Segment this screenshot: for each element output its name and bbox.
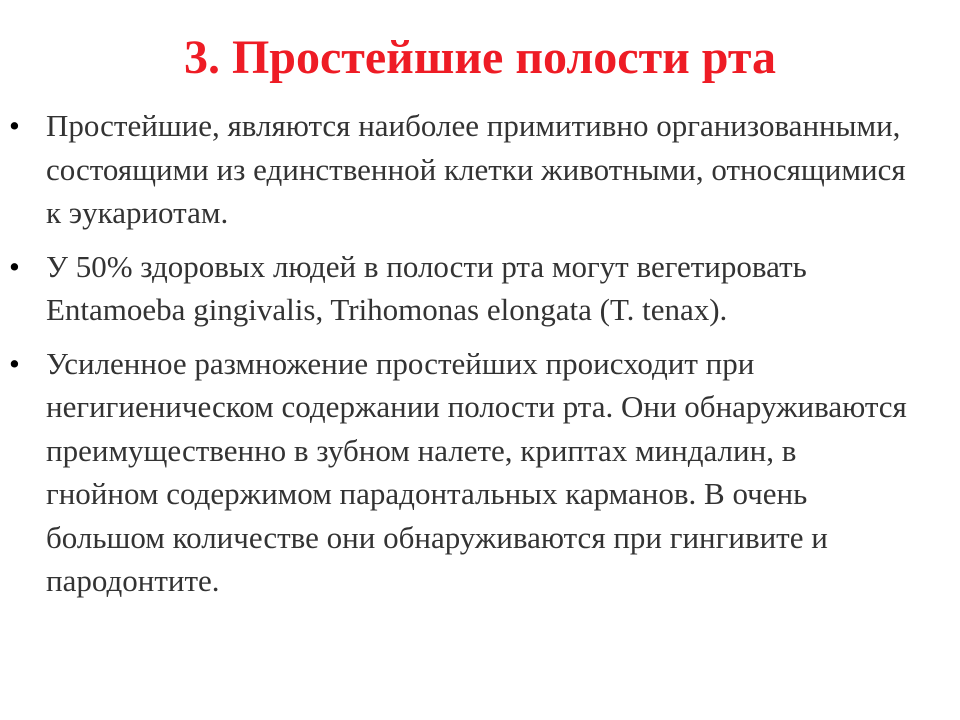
bullet-list bbox=[0, 104, 960, 613]
bullet-item bbox=[0, 104, 960, 235]
bullet-text: Усиленное размножение простейших происходит при негигиеническом содержании полости рта. Они обнаруживаются преимущественно в зубном налете, криптах миндалин, в гнойном содержимом парадонтальных карманов. В очень большом количестве они обнаруживаются при гингивите и пародонтите. bbox=[46, 345, 907, 598]
bullet-text: У 50% здоровых людей в полости рта могут вегетировать Entamoeba gingivalis, Trihomonas elongata (T. tenax). bbox=[46, 248, 807, 327]
bullet-icon: • bbox=[9, 248, 20, 284]
slide-title: 3. Простейшие полости рта bbox=[183, 31, 777, 84]
bullet-item bbox=[0, 342, 960, 603]
bullet-item bbox=[0, 245, 960, 332]
bullet-icon: • bbox=[9, 108, 20, 143]
bullet-icon: • bbox=[9, 345, 20, 381]
bullet-text: Простейшие, являются наиболее примитивно организованными, состоящими из единственной клетки животными, относящимися к эукариотам. bbox=[46, 108, 906, 230]
